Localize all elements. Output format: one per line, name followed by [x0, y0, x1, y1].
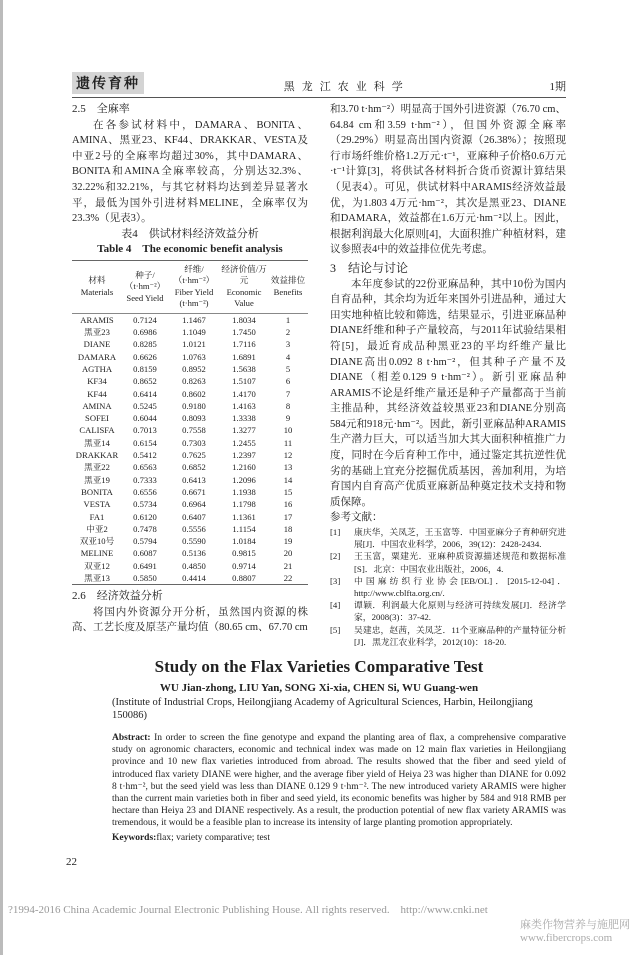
- table-cell: 0.6986: [133, 327, 157, 338]
- table-cell: MELINE: [80, 548, 114, 559]
- economic-benefit-table: [72, 260, 308, 586]
- table-row: [72, 449, 308, 461]
- table-cell: 17: [283, 511, 293, 522]
- header-en: Seed Yield: [126, 292, 164, 303]
- english-title: Study on the Flax Varieties Comparative Test: [154, 657, 484, 677]
- table-cell: 0.5590: [182, 536, 206, 547]
- table-cell: 中亚2: [86, 523, 108, 534]
- table-cell: 14: [283, 474, 293, 485]
- table-cell: 0.6407: [182, 511, 206, 522]
- table-cell: 0.6120: [133, 511, 157, 522]
- institute: (Institute of Industrial Crops, Heilongjiang Academy of Agricultural Sciences, Harbin, Heilongjiang 150086): [112, 697, 533, 721]
- table-cell: 8: [285, 400, 291, 411]
- paragraph: 在各参试材料中，DAMARA、BONITA、AMINA、黑亚23、KF44、DRAKKAR、VESTA及中亚2号的全麻率均超过30%，其中DAMARA、BONITA和AMINA全麻率较高，分别达32.3%、32.22%和32.21%，与其它材料均达到差异显著水平，最低为国外引进材料MELINE，全麻率仅为23.3%（见表3）。: [72, 119, 308, 225]
- table-caption-en: Table 4 The economic benefit analysis: [97, 242, 283, 255]
- table-cell: 9: [285, 413, 291, 424]
- keywords: [112, 832, 566, 844]
- table-cell: 0.7625: [182, 450, 206, 461]
- table-cell: 0.7013: [133, 425, 157, 436]
- table-cell: 13: [283, 462, 293, 473]
- table-cell: 0.8952: [182, 363, 206, 374]
- table-row: [72, 572, 308, 585]
- table-row: [72, 461, 308, 473]
- table-cell: 0.5734: [133, 499, 157, 510]
- table-cell: 1.8034: [232, 314, 256, 325]
- header-cn: 种子/（t·hm⁻²）: [124, 269, 166, 291]
- table-cell: 双亚12: [84, 560, 110, 571]
- column-header: [122, 260, 168, 313]
- table-cell: 1.2096: [232, 474, 256, 485]
- table-cell: 0.6964: [182, 499, 206, 510]
- table-cell: 0.9714: [232, 560, 256, 571]
- table-row: [72, 351, 308, 363]
- table-cell: 1.4170: [232, 388, 256, 399]
- table-cell: KF44: [87, 388, 107, 399]
- table-cell: 11: [283, 437, 293, 448]
- section-heading: 3 结论与讨论: [330, 260, 409, 275]
- table-cell: 0.6414: [133, 388, 157, 399]
- section-heading: 2.6 经济效益分析: [72, 590, 163, 603]
- table-cell: 1.0121: [182, 339, 206, 350]
- table-cell: VESTA: [83, 499, 111, 510]
- header-cn: 经济价值/万元: [221, 263, 267, 286]
- table-row: [72, 498, 308, 510]
- table-cell: 5: [285, 363, 291, 374]
- table-row: [72, 326, 308, 338]
- table-cell: ARAMIS: [80, 314, 114, 325]
- table-cell: 0.7303: [182, 437, 206, 448]
- table-caption-cn: 表4 供试材料经济效益分析: [121, 227, 259, 240]
- table-cell: DRAKKAR: [75, 450, 119, 461]
- section-heading: 2.5 全麻率: [72, 103, 130, 115]
- table-cell: 0.7333: [133, 474, 157, 485]
- table-cell: 0.6626: [133, 351, 157, 362]
- table-cell: 1.1467: [182, 314, 206, 325]
- reference-number: [5]: [330, 624, 341, 635]
- table-cell: 双亚10号: [79, 536, 115, 547]
- column-header: [72, 260, 122, 313]
- table-cell: 0.7558: [182, 425, 206, 436]
- table-cell: KF34: [87, 376, 107, 387]
- table-cell: 22: [283, 572, 293, 583]
- table-row: [72, 375, 308, 387]
- table-cell: 0.6413: [182, 474, 206, 485]
- table-cell: 0.5556: [182, 523, 206, 534]
- running-header: [72, 72, 566, 98]
- reference-item: [330, 575, 566, 599]
- two-column-body: [72, 102, 566, 648]
- table-cell: 0.6491: [133, 560, 157, 571]
- table-cell: DIANE: [83, 339, 111, 350]
- table-cell: 0.8159: [133, 363, 157, 374]
- reference-number: [2]: [330, 551, 341, 562]
- table-cell: 1: [285, 314, 291, 325]
- table-row: [72, 474, 308, 486]
- table-cell: 19: [283, 536, 293, 547]
- table-cell: DAMARA: [77, 351, 117, 362]
- table-cell: 0.6087: [133, 548, 157, 559]
- page-frame-border: [0, 0, 3, 955]
- table-cell: 1.7116: [232, 339, 256, 350]
- table-row: [72, 388, 308, 400]
- table-cell: 0.7478: [133, 523, 157, 534]
- table-row: [72, 424, 308, 436]
- reference-text: 谭颖．利润最大化原则与经济可持续发展[J]．经济学家，2008(3)：37-42.: [354, 600, 566, 623]
- table-cell: 21: [283, 560, 293, 571]
- table-cell: 0.5245: [133, 400, 157, 411]
- table-row: [72, 535, 308, 547]
- table-cell: 0.8652: [133, 376, 157, 387]
- header-en: Fiber Yield (t·hm⁻²): [174, 286, 214, 309]
- header-cn: 材料: [88, 275, 106, 286]
- table-cell: 1.3338: [232, 413, 256, 424]
- table-cell: 7: [285, 388, 291, 399]
- table-cell: 0.4414: [182, 572, 206, 583]
- table-cell: 0.6556: [133, 486, 157, 497]
- abstract-label: Abstract:: [112, 733, 151, 744]
- reference-text: 康庆华，关凤芝，王玉富等．中国亚麻分子育种研究进展[J]．中国农业科学，2006，39(12)：2428-2434.: [354, 527, 566, 550]
- reference-text: 王玉富，粟建光．亚麻种质资源描述规范和数据标准[S]．北京：中国农业出版社，2006，4.: [354, 551, 566, 574]
- table-cell: 20: [283, 548, 293, 559]
- table-cell: 10: [283, 425, 293, 436]
- table-cell: 4: [285, 351, 291, 362]
- reference-item: [330, 599, 566, 623]
- header-en: Economic Value: [226, 286, 262, 309]
- issue-number: 1期: [549, 81, 566, 93]
- header-en: Materials: [80, 286, 114, 297]
- reference-item: [330, 550, 566, 574]
- section-tag: 遗传育种: [72, 72, 144, 94]
- table-cell: 1.2160: [232, 462, 256, 473]
- table-cell: 16: [283, 499, 293, 510]
- table-cell: 1.1938: [232, 486, 256, 497]
- section-2-6: [72, 589, 308, 636]
- table-row: [72, 400, 308, 412]
- table-cell: 1.1798: [232, 499, 256, 510]
- table-cell: 0.6852: [182, 462, 206, 473]
- table-cell: 1.0184: [232, 536, 256, 547]
- table-cell: 0.8263: [182, 376, 206, 387]
- table-cell: 1.2455: [232, 437, 256, 448]
- table-cell: 18: [283, 523, 293, 534]
- journal-name: 黑龙江农业科学: [283, 81, 410, 93]
- table-row: [72, 511, 308, 523]
- paragraph: 将国内外资源分开分析，虽然国内资源的株高、工艺长度及原茎产量均值（80.65 cm、67.70 cm: [72, 606, 308, 634]
- table-cell: 1.1154: [232, 523, 256, 534]
- left-column: [72, 102, 308, 648]
- reference-number: [3]: [330, 575, 341, 586]
- reference-number: [4]: [330, 600, 341, 611]
- table-cell: 0.6671: [182, 486, 206, 497]
- table-cell: 1.5638: [232, 363, 256, 374]
- table-cell: 0.6044: [133, 413, 157, 424]
- table-cell: AGTHA: [81, 363, 113, 374]
- table-cell: 0.6563: [133, 462, 157, 473]
- reference-text: 吴建忠，赵茜，关凤芝．11个亚麻品种的产量特征分析[J]．黑龙江农业科学，2012(10)：18-20.: [354, 624, 566, 647]
- table-cell: 0.4850: [182, 560, 206, 571]
- table-cell: 黑亚19: [84, 474, 110, 485]
- table-cell: 0.5412: [133, 450, 157, 461]
- table-cell: AMINA: [82, 400, 112, 411]
- table-cell: BONITA: [81, 486, 113, 497]
- keywords-text: flax; variety comparative; test: [156, 832, 271, 843]
- table-row: [72, 313, 308, 326]
- abstract-text: In order to screen the fine genotype and expand the planting area of flax, a comprehensive comparative study on agronomic characters, economic and technical index was made on 12 main flax varieties in Heilongjiang province and 10 new flax varieties introduced from abroad. The results showed that the fiber and seed yield of introduced flax variety DIANE were higher, and the average fiber yield of Heiya 23 was higher than DIANE for 0.092 8 t·hm⁻², but the seed yield was less than DIANE 0.129 9 t·hm⁻². The new introduced variety ARAMIS were higher than the current main varieties both in fiber and seed yield, its economic benefits was higher by 584 and 918 RMB per hectare than Heiya 23 and DIANE respectively. As a result, the production potential of new flax variety ARAMIS was tremendous, it would be a feasible plan to increase its intensity of large planting promotion appropriately.: [112, 733, 566, 829]
- keywords-label: Keywords:: [112, 832, 157, 843]
- watermark: 麻类作物营养与施肥网 www.fibercrops.com: [520, 918, 630, 944]
- table-row: [72, 338, 308, 350]
- table-cell: 0.8285: [133, 339, 157, 350]
- table-cell: 0.5794: [133, 536, 157, 547]
- table-cell: 0.9180: [182, 400, 206, 411]
- table-cell: 2: [285, 327, 291, 338]
- right-column: [330, 102, 566, 648]
- table-cell: 黑亚13: [84, 572, 110, 583]
- paragraph: 本年度参试的22份亚麻品种，其中10份为国内自育品种，其余均为近年来国外引进品种，通过大田实地种植比较和筛选，结果显示，引进亚麻品种DIANE纤维和种子产量较高，与2011年试验结果相符[5]，最近育成品种黑亚23的平均纤维产量比DIANE高出0.092 8 t·hm⁻²，但其种子产量不及DIANE（相差0.129 9 t·hm⁻²）。新引亚麻品种ARAMIS不论是纤维产量还是种子产量都高于当前主推品种，其经济效益较黑亚23和DIANE分别高584元和918元·hm⁻²。因此，新引亚麻品种ARAMIS生产潜力巨大，可以适当加大其大面积种植推广力度，同时在今后育种工作中，通过鉴定其抗逆性优劣的基础上宜充分挖掘优质基因，善加利用，为培育国内自育高产优质亚麻新品种奠定技术支持和物质保障。: [330, 278, 566, 508]
- reference-item: [330, 624, 566, 648]
- authors: WU Jian-zhong, LIU Yan, SONG Xi-xia, CHEN Si, WU Guang-wen: [159, 682, 479, 695]
- references-heading: 参考文献：: [330, 512, 383, 524]
- header-cn: 效益排位: [270, 275, 306, 286]
- table-row: [72, 560, 308, 572]
- table-cell: 6: [285, 376, 291, 387]
- table-cell: 1.7450: [232, 327, 256, 338]
- table-cell: 3: [285, 339, 291, 350]
- table-cell: 12: [283, 450, 293, 461]
- table-row: [72, 363, 308, 375]
- table-cell: 1.2397: [232, 450, 256, 461]
- english-section: [66, 656, 566, 868]
- table-cell: 0.8602: [182, 388, 206, 399]
- table-row: [72, 437, 308, 449]
- reference-item: [330, 526, 566, 550]
- page-number: 22: [66, 855, 77, 868]
- abstract: [112, 732, 566, 830]
- table-cell: 1.0763: [182, 351, 206, 362]
- reference-number: [1]: [330, 527, 341, 538]
- table-cell: 黑亚23: [84, 327, 110, 338]
- table-cell: 0.5136: [182, 548, 206, 559]
- table-cell: 0.6154: [133, 437, 157, 448]
- table-cell: 0.5850: [133, 572, 157, 583]
- copyright-footer: ?1994-2016 China Academic Journal Electronic Publishing House. All rights reserved. http://www.cnki.net: [8, 903, 488, 916]
- table-cell: 1.4163: [232, 400, 256, 411]
- table-cell: 1.5107: [232, 376, 256, 387]
- table-cell: SOFEI: [85, 413, 109, 424]
- reference-text: 中国麻纺织行业协会[EB/OL]．[2015-12-04]．http://www.cblfta.org.cn/.: [354, 575, 566, 599]
- table-cell: FA1: [89, 511, 105, 522]
- table-cell: 黑亚22: [84, 462, 110, 473]
- column-header: [168, 260, 220, 313]
- table-cell: 0.8807: [232, 572, 256, 583]
- table-cell: 黑亚14: [84, 437, 110, 448]
- table-cell: 1.6891: [232, 351, 256, 362]
- table-cell: CALISFA: [79, 425, 115, 436]
- column-header: [268, 260, 308, 313]
- table-row: [72, 523, 308, 535]
- header-en: Benefits: [273, 286, 303, 297]
- table-cell: 0.7124: [133, 314, 157, 325]
- table-cell: 1.1361: [232, 511, 256, 522]
- table-cell: 0.9815: [232, 548, 256, 559]
- reference-list: [330, 526, 566, 648]
- table-cell: 1.3277: [232, 425, 256, 436]
- table-cell: 15: [283, 486, 293, 497]
- header-cn: 纤维/（t·hm⁻²）: [173, 263, 215, 286]
- column-header: [220, 260, 268, 313]
- table-cell: 0.8093: [182, 413, 206, 424]
- table-row: [72, 486, 308, 498]
- paragraph: 和3.70 t·hm⁻²）明显高于国外引进资源（76.70 cm、64.84 cm和3.59 t·hm⁻²），但国外资源全麻率（29.29%）明显高出国内资源（26.38%）；按照现行市场纤维价格1.2万元·t⁻¹，亚麻种子价格0.6万元·t⁻¹计算[3]，将供试各材料折合货币资源计算结果（见表4）。可见，供试材料中ARAMIS经济效益最优，为1.803 4万元·hm⁻²，其次是黑亚23、DIANE和DAMARA，效益都在1.6万元·hm⁻²以上。因此，根据利润最大化原则[4]，大面积推广种植材料，建议参照表4中的效益排位优先考虑。: [330, 104, 566, 256]
- table-row: [72, 547, 308, 559]
- table-row: [72, 412, 308, 424]
- table-cell: 1.1049: [182, 327, 206, 338]
